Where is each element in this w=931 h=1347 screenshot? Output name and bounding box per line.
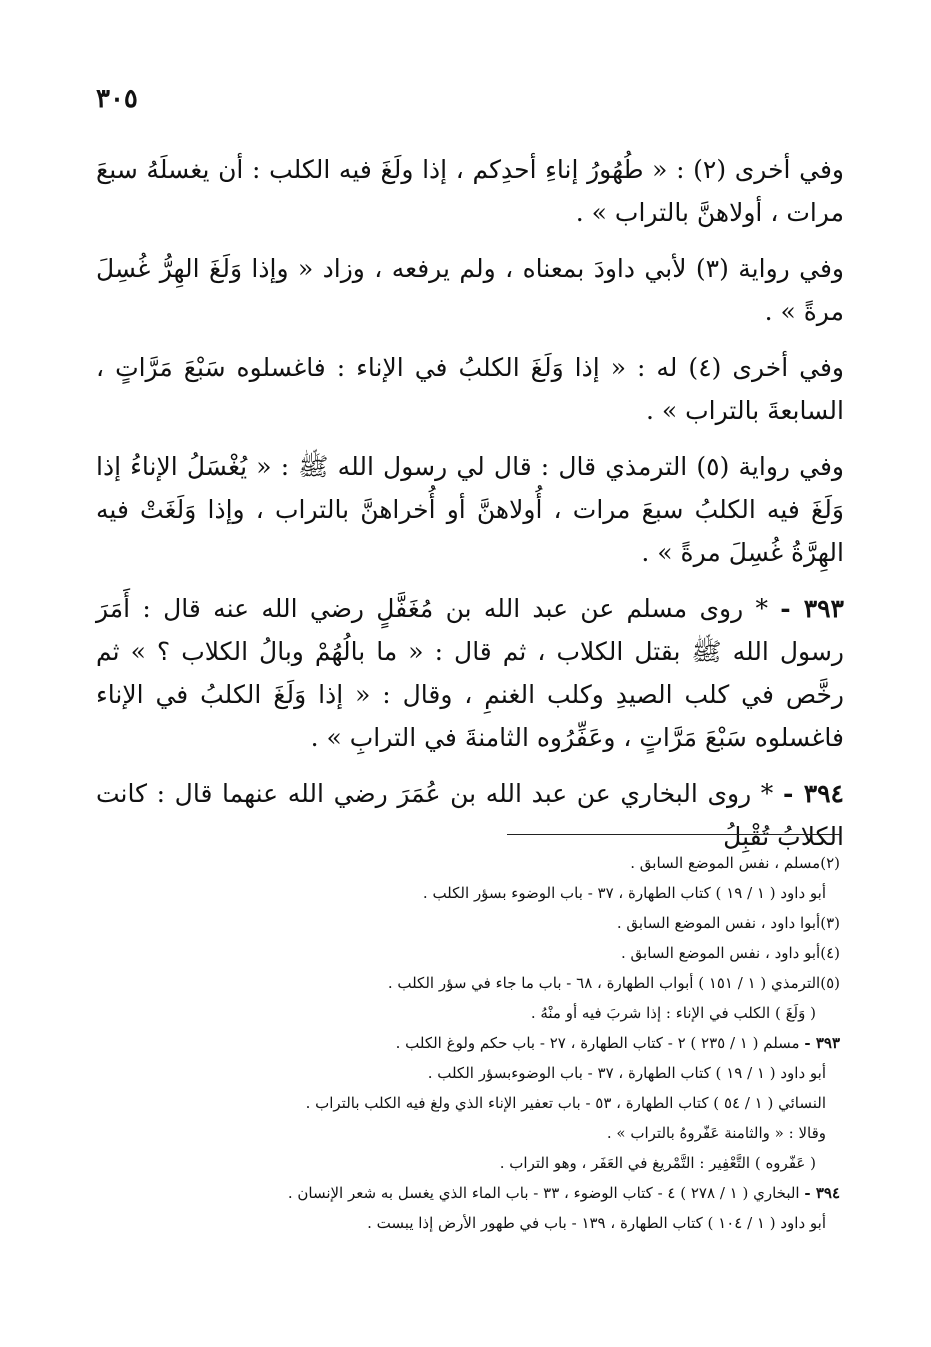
footnote-text: النسائي ( ١ / ٥٤ ) كتاب الطهارة ، ٥٣ - باب تعفير الإناء الذي ولغ فيه الكلب بالتراب . xyxy=(305,1094,826,1112)
footnote-text: البخاري ( ١ / ٢٧٨ ) ٤ - كتاب الوضوء ، ٣٣ - باب الماء الذي يغسل به شعر الإنسان . xyxy=(287,1184,805,1202)
footnote-text: ( وَلَغَ ) الكلب في الإناء : إذا شربَ فيه أو منْهُ . xyxy=(530,1004,816,1022)
footnote xyxy=(160,968,840,998)
paragraph-variant-abu-dawud-2 xyxy=(96,346,844,432)
footnote xyxy=(160,1148,840,1178)
footnote-text: مسلم ( ١ / ٢٣٥ ) ٢ - كتاب الطهارة ، ٢٧ - باب حكم ولوغ الكلب . xyxy=(395,1034,805,1052)
footnote-text: ( عَفّروه ) التَّعْفِير : التَّمْريغ في العَفَر ، وهو التراب . xyxy=(499,1154,816,1172)
footnote xyxy=(160,1178,840,1208)
footnote xyxy=(160,1058,840,1088)
paragraph-text: وفي رواية (٣) لأبي داودَ بمعناه ، ولم يرفعه ، وزاد « وإذا وَلَغَ الهِرُّ غُسِلَ مرةً » . xyxy=(96,254,844,326)
paragraph-variant-abu-dawud xyxy=(96,247,844,333)
footnote xyxy=(160,878,840,908)
hadith-394 xyxy=(96,772,844,858)
footnote-divider xyxy=(507,834,841,835)
footnote xyxy=(160,938,840,968)
page-number: ٣٠٥ xyxy=(96,84,138,114)
hadith-number: ٣٩٣ - xyxy=(780,594,844,623)
paragraph-variant-muslim xyxy=(96,148,844,234)
footnote-text: وقالا : « والثامنة عَفّروهُ بالتراب » . xyxy=(606,1124,826,1142)
footnote-text: أبو داود ( ١ / ١٩ ) كتاب الطهارة ، ٣٧ - باب الوضوءبسؤر الكلب . xyxy=(427,1064,826,1082)
footnotes xyxy=(160,848,840,1238)
hadith-number: ٣٩٤ - xyxy=(782,779,844,808)
footnote xyxy=(160,1028,840,1058)
footnote-text: أبو داود ( ١ / ١٠٤ ) كتاب الطهارة ، ١٣٩ - باب في طهور الأرض إذا يبست . xyxy=(367,1214,826,1232)
footnote xyxy=(160,1118,840,1148)
footnote-text: (٤)أبو داود ، نفس الموضع السابق . xyxy=(621,944,840,962)
footnote-text: أبو داود ( ١ / ١٩ ) كتاب الطهارة ، ٣٧ - باب الوضوء بسؤر الكلب . xyxy=(422,884,826,902)
paragraph-text: * روى مسلم عن عبد الله بن مُغَفَّلٍ رضي الله عنه قال : أَمَرَ رسول الله ﷺ بقتل الكلاب ، ثم قال : « ما بالُهُمْ وبالُ الكلاب ؟ » ثم رخَّص في كلب الصيدِ وكلب الغنمِ ، وقال : « إذا وَلَغَ الكلبُ في الإناء فاغسلوه سَبْعَ مَرَّاتٍ ، وعَفِّرُوه الثامنةَ في الترابِ » . xyxy=(96,594,844,752)
footnote-text: (٢)مسلم ، نفس الموضع السابق . xyxy=(630,854,840,872)
paragraph-text: وفي رواية (٥) الترمذي قال : قال لي رسول الله ﷺ : « يُغْسَلُ الإناءُ إذا وَلَغَ فيه الكلبُ سبعَ مرات ، أُولاهنَّ أو أُخراهنَّ بالتراب ، وإذا وَلَغَتْ فيه الهِرَّةُ غُسِلَ مرةً » . xyxy=(96,452,844,567)
footnote-number: ٣٩٣ - xyxy=(804,1034,840,1052)
footnote-text: (٣)أبوا داود ، نفس الموضع السابق . xyxy=(616,914,840,932)
footnote xyxy=(160,1088,840,1118)
footnote-text: (٥)الترمذي ( ١ / ١٥١ ) أبواب الطهارة ، ٦٨ - باب ما جاء في سؤر الكلب . xyxy=(387,974,840,992)
footnote-number: ٣٩٤ - xyxy=(804,1184,840,1202)
main-text xyxy=(96,148,844,871)
hadith-393 xyxy=(96,587,844,759)
paragraph-text: وفي أخرى (٢) : « طُهُورُ إناءِ أحدِكم ، إذا ولَغَ فيه الكلب : أن يغسلَهُ سبعَ مرات ، أولاهنَّ بالتراب » . xyxy=(96,155,844,227)
footnote xyxy=(160,908,840,938)
paragraph-text: * روى البخاري عن عبد الله بن عُمَرَ رضي الله عنهما قال : كانت الكلابُ تُقْبِلُ xyxy=(96,779,844,851)
footnote xyxy=(160,848,840,878)
footnote xyxy=(160,998,840,1028)
paragraph-variant-tirmidhi xyxy=(96,445,844,574)
footnote xyxy=(160,1208,840,1238)
paragraph-text: وفي أخرى (٤) له : « إذا وَلَغَ الكلبُ في الإناء : فاغسلوه سَبْعَ مَرَّاتٍ ، السابعةَ بالتراب » . xyxy=(96,353,844,425)
